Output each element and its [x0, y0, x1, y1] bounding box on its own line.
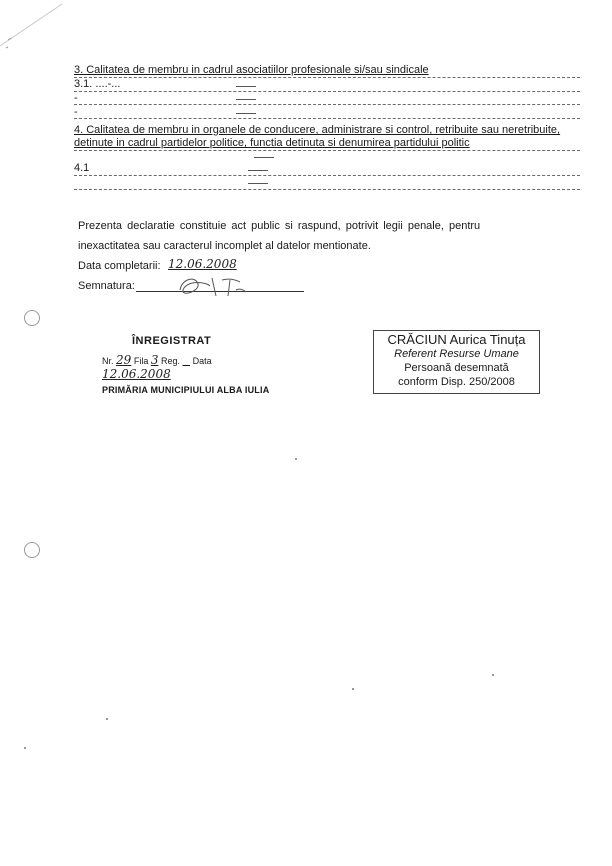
bullet-dash: -: [74, 92, 78, 104]
dash-mark: [236, 113, 256, 114]
hr-stamp-line4: conform Disp. 250/2008: [398, 376, 515, 388]
reg-label: Reg.: [161, 356, 181, 366]
registration-institution: PRIMĂRIA MUNICIPIULUI ALBA IULIA: [102, 385, 270, 395]
section-4-heading-line1: 4. Calitatea de membru in organele de conducere, administrare si control, retribuite sau neretribuite,: [74, 124, 561, 136]
fila-label: Fila: [133, 356, 149, 366]
fila-value: 3: [150, 353, 159, 367]
section-4-heading-line2: detinute in cadrul partidelor politice, functia detinuta si denumirea partidului politic: [74, 137, 470, 149]
nr-value: 29: [116, 353, 132, 367]
divider: [74, 104, 580, 105]
hr-stamp-role: Referent Resurse Umane: [394, 348, 519, 360]
dash-mark: [236, 86, 256, 87]
nr-label: Nr.: [102, 356, 114, 366]
section-3-heading: 3. Calitatea de membru in cadrul asociatiilor profesionale si/sau sindicale: [74, 64, 429, 76]
scan-speck: [352, 688, 354, 690]
dash-mark: [254, 157, 274, 158]
registration-stamp: [102, 335, 282, 395]
date-value: 12.06.2008: [168, 257, 237, 271]
hr-stamp-line3: Persoană desemnată: [404, 362, 509, 374]
punch-hole-middle: [24, 542, 40, 558]
declaration-line1: Prezenta declaratie constituie act public si raspund, potrivit legii penale, pentru: [78, 220, 481, 232]
divider: [74, 189, 580, 190]
date-label: Data completarii:: [78, 260, 161, 272]
handwritten-signature: [170, 272, 260, 302]
hr-stamp-name: CRĂCIUN Aurica Tinuța: [387, 332, 526, 347]
divider: [74, 150, 580, 151]
registration-title: ÎNREGISTRAT: [132, 335, 212, 347]
scan-speck: [106, 718, 108, 720]
section-3-item: 3.1. ....-...: [74, 78, 121, 90]
dash-mark: [248, 183, 268, 184]
dash-mark: [236, 99, 256, 100]
signature-label: Semnatura:: [78, 280, 135, 292]
bullet-dash: -: [74, 106, 78, 118]
data-label: Data: [192, 356, 212, 366]
data-value: 12.06.2008: [102, 367, 171, 381]
divider: [74, 77, 580, 78]
divider: [74, 118, 580, 119]
punch-hole-top: [24, 310, 40, 326]
registration-numbers: [102, 353, 282, 381]
dash-mark: [248, 170, 268, 171]
section-4-item: 4.1: [74, 162, 90, 174]
hr-stamp: [373, 330, 540, 394]
scan-corner-artifact: [0, 0, 70, 60]
scan-speck: [492, 674, 494, 676]
divider: [74, 91, 580, 92]
scan-speck: [24, 747, 26, 749]
divider: [74, 175, 580, 176]
scan-speck: [295, 458, 297, 460]
declaration-line2: inexactitatea sau caracterul incomplet al datelor mentionate.: [78, 240, 371, 252]
